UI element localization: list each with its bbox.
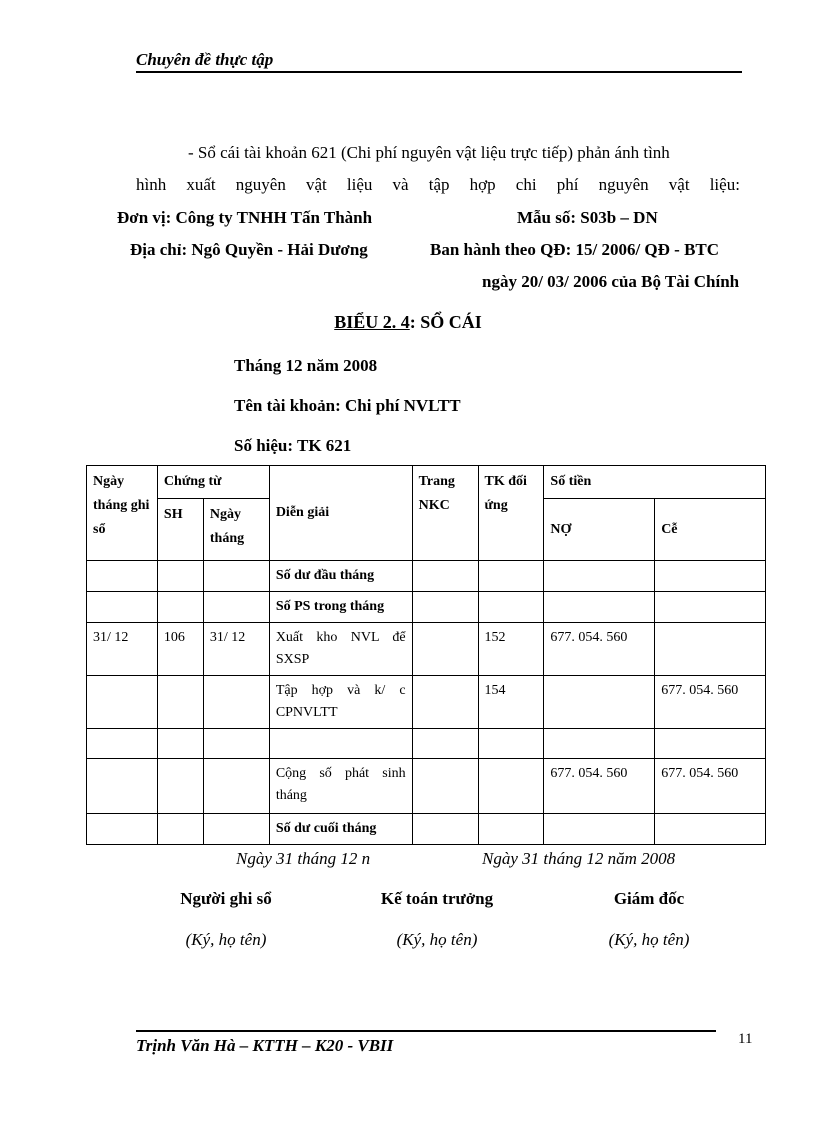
header-voucher-date: Ngày tháng — [203, 499, 269, 561]
header-journal-page: Trang NKC — [412, 466, 478, 561]
header-credit: Cễ — [655, 499, 766, 561]
signature-date-left: Ngày 31 tháng 12 n — [236, 849, 371, 868]
intro-word: chi — [515, 175, 537, 194]
cell-sh — [157, 676, 203, 729]
cell-contra — [478, 814, 544, 845]
cell-debit: 677. 054. 560 — [544, 623, 655, 676]
cell-page — [412, 561, 478, 592]
cell-description: Cộng số phát sinh tháng — [269, 759, 412, 814]
decree-ref: Ban hành theo QĐ: 15/ 2006/ QĐ - BTC — [430, 240, 720, 259]
cell-sh — [157, 592, 203, 623]
cell-credit: 677. 054. 560 — [655, 759, 766, 814]
ledger-title-name: : SỔ CÁI — [409, 312, 482, 332]
signature-note: (Ký, họ tên) — [396, 930, 478, 949]
cell-credit — [655, 814, 766, 845]
page-number: 11 — [738, 1031, 753, 1047]
intro-word: phí — [556, 175, 579, 194]
account-number: Số hiệu: TK 621 — [234, 436, 352, 455]
cell-sh: 106 — [157, 623, 203, 676]
cell-voucher-date: 31/ 12 — [203, 623, 269, 676]
cell-page — [412, 729, 478, 759]
cell-debit — [544, 676, 655, 729]
cell-date: 31/ 12 — [87, 623, 158, 676]
header-amount: Số tiền — [544, 466, 766, 499]
cell-page — [412, 623, 478, 676]
header-entry-date: Ngày tháng ghi sổ — [87, 466, 158, 561]
ledger-title — [0, 312, 816, 333]
cell-contra — [478, 759, 544, 814]
table-row — [87, 759, 766, 814]
signer-bookkeeper: Người ghi sổ — [180, 889, 272, 908]
cell-description — [269, 729, 412, 759]
company-unit: Đơn vị: Công ty TNHH Tấn Thành — [117, 208, 373, 227]
signature-note: (Ký, họ tên) — [608, 930, 690, 949]
cell-contra: 154 — [478, 676, 544, 729]
cell-voucher-date — [203, 729, 269, 759]
header-voucher: Chứng từ — [157, 466, 269, 499]
intro-word: nguyên — [235, 175, 286, 194]
running-header: Chuyên đề thực tập — [136, 50, 274, 69]
intro-word: vật — [305, 175, 327, 194]
cell-date — [87, 814, 158, 845]
cell-debit: 677. 054. 560 — [544, 759, 655, 814]
header-voucher-number: SH — [157, 499, 203, 561]
header-debit: NỢ — [544, 499, 655, 561]
cell-description: Số PS trong tháng — [269, 592, 412, 623]
cell-debit — [544, 814, 655, 845]
footer-rule — [136, 1030, 716, 1032]
table-row — [87, 561, 766, 592]
cell-debit — [544, 729, 655, 759]
signature-date-right: Ngày 31 tháng 12 năm 2008 — [482, 849, 676, 868]
intro-word: tập — [428, 175, 450, 194]
cell-page — [412, 592, 478, 623]
cell-credit — [655, 729, 766, 759]
cell-contra: 152 — [478, 623, 544, 676]
decree-date: ngày 20/ 03/ 2006 của Bộ Tài Chính — [482, 272, 740, 291]
cell-credit — [655, 561, 766, 592]
company-address: Địa chỉ: Ngô Quyền - Hải Dương — [130, 240, 368, 259]
table-row — [87, 676, 766, 729]
ledger-title-code: BIỂU 2. 4 — [334, 312, 410, 332]
signer-chief-accountant: Kế toán trưởng — [380, 889, 494, 908]
cell-sh — [157, 814, 203, 845]
cell-date — [87, 729, 158, 759]
intro-line-2 — [136, 175, 740, 195]
intro-line-1: - Sổ cái tài khoản 621 (Chi phí nguyên vật liệu trực tiếp) phản ánh tình — [188, 143, 670, 162]
signer-director: Giám đốc — [613, 889, 685, 908]
ledger-table — [86, 465, 766, 845]
cell-contra — [478, 729, 544, 759]
footer-author: Trịnh Văn Hà – KTTH – K20 - VBII — [136, 1036, 394, 1055]
cell-voucher-date — [203, 814, 269, 845]
signature-note: (Ký, họ tên) — [185, 930, 267, 949]
table-row — [87, 729, 766, 759]
header-contra-account: TK đối ứng — [478, 466, 544, 561]
header-rule — [136, 71, 742, 73]
intro-word: nguyên — [598, 175, 649, 194]
cell-date — [87, 676, 158, 729]
cell-page — [412, 814, 478, 845]
cell-description: Xuất kho NVL để SXSP — [269, 623, 412, 676]
cell-sh — [157, 729, 203, 759]
intro-word: và — [392, 175, 409, 194]
cell-description: Số dư đầu tháng — [269, 561, 412, 592]
account-name: Tên tài khoản: Chi phí NVLTT — [234, 396, 461, 415]
intro-word: hợp — [469, 175, 496, 194]
cell-page — [412, 759, 478, 814]
cell-voucher-date — [203, 759, 269, 814]
table-row — [87, 592, 766, 623]
intro-word: vật — [668, 175, 690, 194]
header-description: Diễn giải — [269, 466, 412, 561]
cell-date — [87, 759, 158, 814]
intro-word: liệu — [346, 175, 373, 194]
cell-credit — [655, 623, 766, 676]
cell-sh — [157, 759, 203, 814]
cell-description: Tập hợp và k/ c CPNVLTT — [269, 676, 412, 729]
cell-debit — [544, 592, 655, 623]
intro-word: hình — [136, 175, 167, 194]
cell-credit — [655, 592, 766, 623]
cell-contra — [478, 561, 544, 592]
intro-word: liệu: — [709, 175, 740, 194]
cell-credit: 677. 054. 560 — [655, 676, 766, 729]
cell-date — [87, 592, 158, 623]
cell-voucher-date — [203, 561, 269, 592]
form-number: Mẫu số: S03b – DN — [517, 208, 658, 227]
cell-page — [412, 676, 478, 729]
cell-voucher-date — [203, 592, 269, 623]
table-row — [87, 623, 766, 676]
cell-debit — [544, 561, 655, 592]
ledger-month: Tháng 12 năm 2008 — [234, 356, 378, 375]
cell-description: Số dư cuối tháng — [269, 814, 412, 845]
cell-sh — [157, 561, 203, 592]
intro-word: xuất — [186, 175, 216, 194]
table-row — [87, 814, 766, 845]
cell-voucher-date — [203, 676, 269, 729]
cell-contra — [478, 592, 544, 623]
cell-date — [87, 561, 158, 592]
